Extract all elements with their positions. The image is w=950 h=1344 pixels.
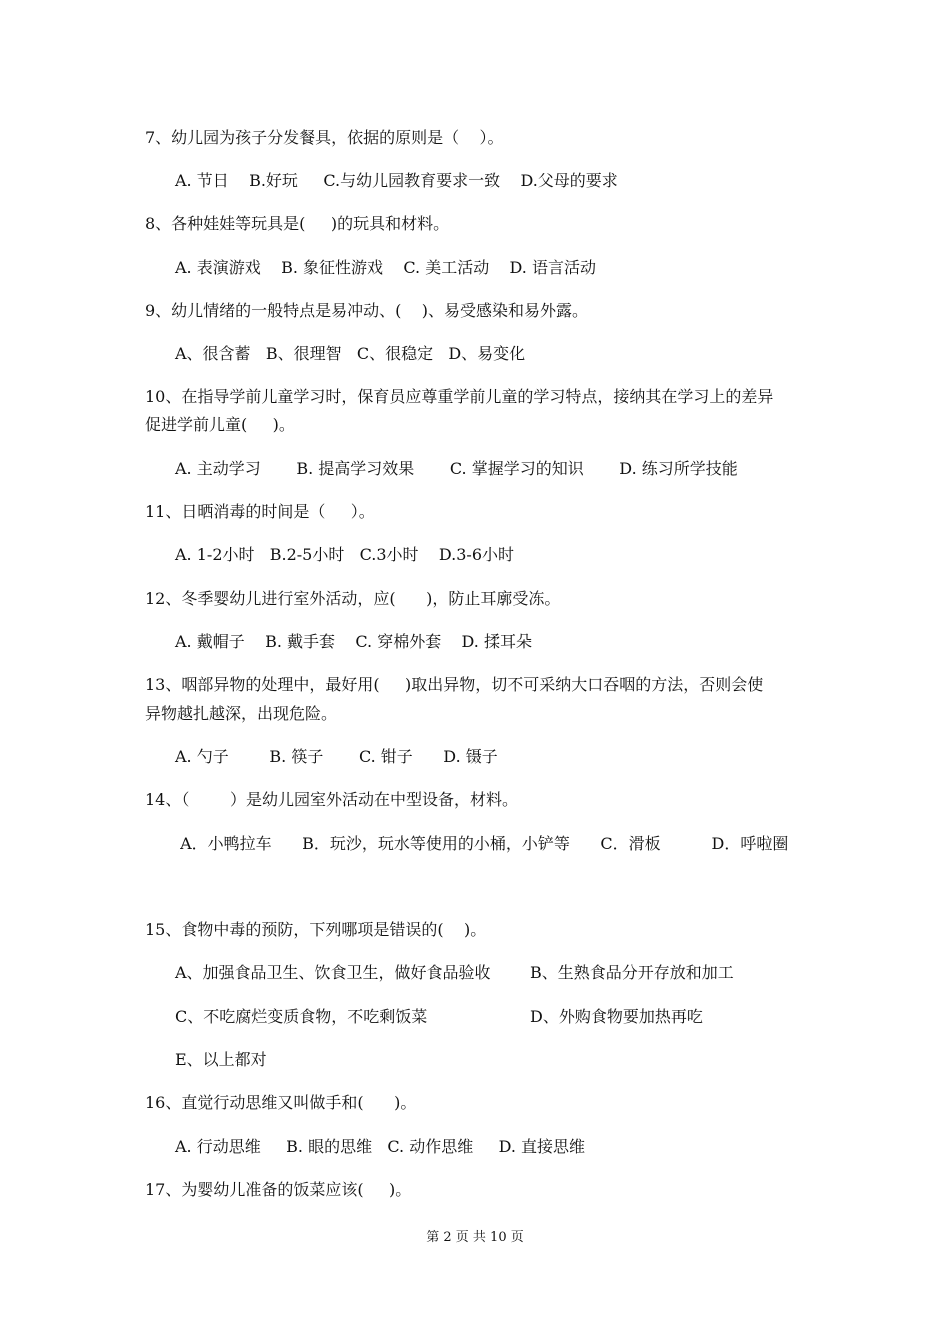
question-16-options: A. 行动思维 B. 眼的思维 C. 动作思维 D. 直接思维 xyxy=(175,1137,586,1156)
question-8-options: A. 表演游戏 B. 象征性游戏 C. 美工活动 D. 语言活动 xyxy=(175,258,596,277)
question-15-stem: 15、食物中毒的预防，下列哪项是错误的( )。 xyxy=(145,920,487,939)
question-15-option-a: A、加强食品卫生、饮食卫生，做好食品验收 xyxy=(175,963,491,982)
question-10-options: A. 主动学习 B. 提高学习效果 C. 掌握学习的知识 D. 练习所学技能 xyxy=(175,459,738,478)
question-15-option-e: E、以上都对 xyxy=(175,1050,267,1069)
question-12-options: A. 戴帽子 B. 戴手套 C. 穿棉外套 D. 揉耳朵 xyxy=(175,632,532,651)
question-7-stem: 7、幼儿园为孩子分发餐具，依据的原则是（ ）。 xyxy=(145,128,504,147)
question-13-stem-line2: 异物越扎越深，出现危险。 xyxy=(145,704,338,723)
question-7-options: A. 节日 B.好玩 C.与幼儿园教育要求一致 D.父母的要求 xyxy=(175,171,618,190)
question-15-option-d: D、外购食物要加热再吃 xyxy=(530,1007,703,1026)
question-13-stem-line1: 13、咽部异物的处理中，最好用( )取出异物，切不可采纳大口吞咽的方法，否则会使 xyxy=(145,675,764,694)
question-14-options: A．小鸭拉车 B．玩沙，玩水等使用的小桶，小铲等 C．滑板 D．呼啦圈 xyxy=(175,834,789,853)
question-16-stem: 16、直觉行动思维又叫做手和( )。 xyxy=(145,1093,417,1112)
question-15-option-c: C、不吃腐烂变质食物，不吃剩饭菜 xyxy=(175,1007,428,1026)
question-11-options: A. 1-2小时 B.2-5小时 C.3小时 D.3-6小时 xyxy=(175,545,515,564)
question-9-options: A、很含蓄 B、很理智 C、很稳定 D、易变化 xyxy=(175,344,526,363)
question-14-stem: 14、（ ）是幼儿园室外活动在中型设备，材料。 xyxy=(145,790,519,809)
question-15-option-b: B、生熟食品分开存放和加工 xyxy=(530,963,734,982)
question-10-stem-line1: 10、在指导学前儿童学习时，保育员应尊重学前儿童的学习特点，接纳其在学习上的差异 xyxy=(145,387,774,406)
question-9-stem: 9、幼儿情绪的一般特点是易冲动、( )、易受感染和易外露。 xyxy=(145,301,589,320)
question-11-stem: 11、日晒消毒的时间是（ ）。 xyxy=(145,502,375,521)
question-12-stem: 12、冬季婴幼儿进行室外活动，应( )，防止耳廓受冻。 xyxy=(145,589,561,608)
question-17-stem: 17、为婴幼儿准备的饭菜应该( )。 xyxy=(145,1180,412,1199)
question-13-options: A. 勺子 B. 筷子 C. 钳子 D. 镊子 xyxy=(175,747,498,766)
question-10-stem-line2: 促进学前儿童( )。 xyxy=(145,415,295,434)
page-number-footer: 第 2 页 共 10 页 xyxy=(426,1230,524,1245)
question-8-stem: 8、各种娃娃等玩具是( )的玩具和材料。 xyxy=(145,214,450,233)
